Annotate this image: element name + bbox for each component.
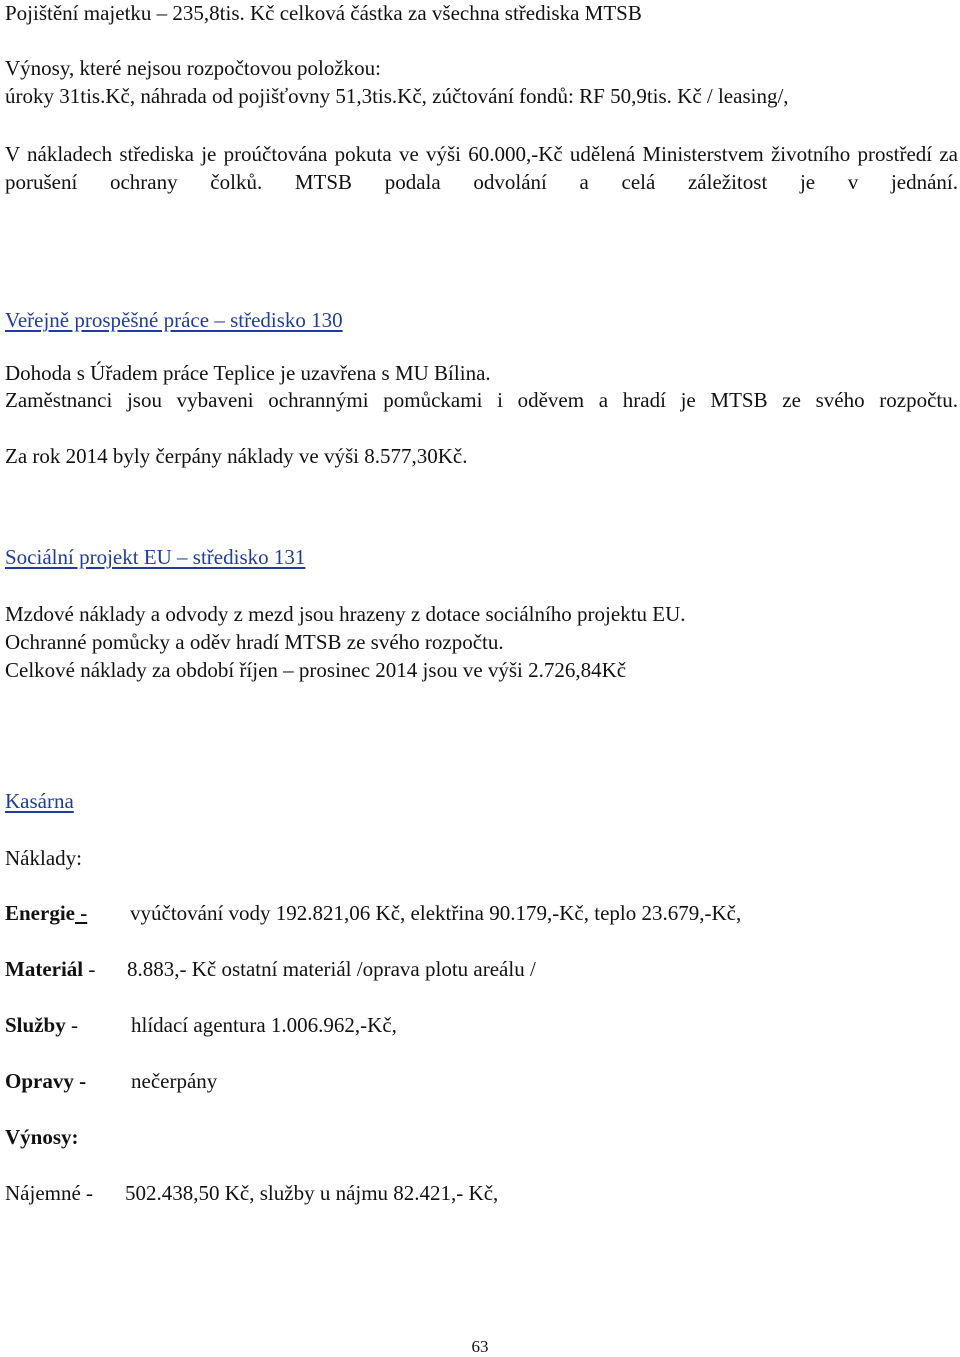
material-label-text: Materiál	[5, 957, 84, 981]
material-dash: -	[83, 957, 96, 981]
section-130-heading: Veřejně prospěšné práce – středisko 130	[5, 308, 343, 332]
revenues-detail: úroky 31tis.Kč, náhrada od pojišťovny 51,3tis.Kč, zúčtování fondů: RF 50,9tis. Kč / leasing/,	[5, 84, 789, 108]
section-131-wages: Mzdové náklady a odvody z mezd jsou hrazeny z dotace sociálního projektu EU.	[5, 602, 686, 626]
najemne-label: Nájemné -	[5, 1181, 94, 1205]
material-value: 8.883,- Kč ostatní materiál /oprava plotu areálu /	[127, 957, 536, 981]
energie-value: vyúčtování vody 192.821,06 Kč, elektřina 90.179,-Kč, teplo 23.679,-Kč,	[130, 901, 742, 925]
kasarna-heading: Kasárna	[5, 789, 74, 813]
page-number: 63	[471, 1337, 489, 1356]
insurance-line: Pojištění majetku – 235,8tis. Kč celková částka za všechna střediska MTSB	[5, 1, 642, 25]
section-131-costs: Celkové náklady za období říjen – prosinec 2014 jsou ve výši 2.726,84Kč	[5, 658, 627, 682]
opravy-value: nečerpány	[131, 1069, 218, 1093]
kasarna-costs-label: Náklady:	[5, 846, 82, 870]
section-130-agreement: Dohoda s Úřadem práce Teplice je uzavřena s MU Bílina.	[5, 361, 491, 385]
section-131-equipment: Ochranné pomůcky a oděv hradí MTSB ze svého rozpočtu.	[5, 630, 504, 654]
sluzby-label	[5, 1012, 78, 1038]
penalty-paragraph: V nákladech střediska je proúčtována pokuta ve výši 60.000,-Kč udělená Ministerstvem životního prostředí za porušení ochrany čolků. MTSB podala odvolání a celá záležitost je v jednání.	[5, 142, 958, 194]
revenues-intro: Výnosy, které nejsou rozpočtovou položkou:	[5, 56, 381, 80]
material-label	[5, 956, 95, 982]
energie-dash: -	[74, 901, 88, 925]
opravy-label: Opravy -	[5, 1069, 87, 1093]
energie-label: Energie -	[5, 901, 88, 925]
sluzby-dash: -	[65, 1013, 78, 1037]
sluzby-label-text: Služby	[5, 1013, 66, 1037]
revenues-label: Výnosy:	[5, 1125, 79, 1149]
najemne-value: 502.438,50 Kč, služby u nájmu 82.421,- Kč,	[125, 1181, 499, 1205]
section-130-equipment: Zaměstnanci jsou vybaveni ochrannými pomůckami i oděvem a hradí je MTSB ze svého rozpočtu.	[5, 388, 958, 412]
section-130-costs: Za rok 2014 byly čerpány náklady ve výši 8.577,30Kč.	[5, 444, 468, 468]
sluzby-value: hlídací agentura 1.006.962,-Kč,	[131, 1013, 397, 1037]
section-131-heading: Sociální projekt EU – středisko 131	[5, 545, 306, 569]
